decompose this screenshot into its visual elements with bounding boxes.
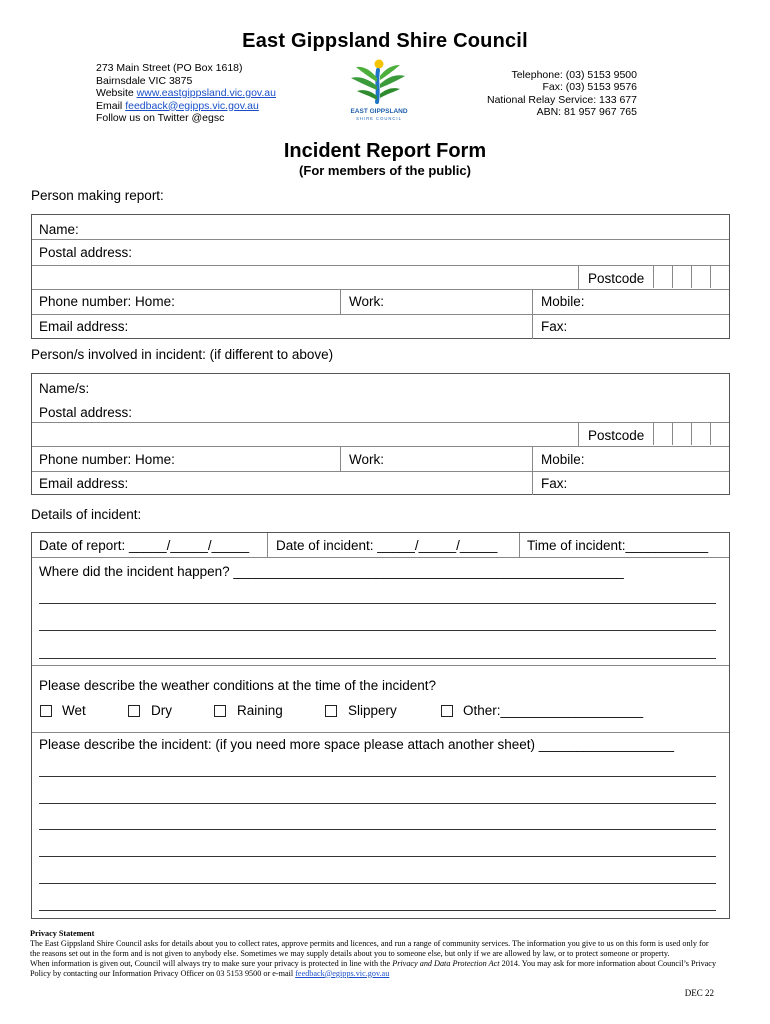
time-of-incident-field[interactable]: Time of incident:___________ [527,538,709,553]
privacy-paragraph-2: When information is given out, Council will always try to make sure your privacy is protected in line with the Privacy and Data Protection Act 2014. You may ask for more information about Council’s Privacy Policy by contacting our Information Privacy Officer on 03 5153 9500 or e-mail feedback@egipps.vic.gov.au [30,958,717,978]
form-version: DEC 22 [684,988,714,998]
postcode-digit-box[interactable] [672,423,691,445]
council-address-block [96,62,276,125]
privacy-paragraph-1: The East Gippsland Shire Council asks for details about you to collect rates, approve permits and licences, and run a range of community services. The information you give to us on this form is used only for the reasons set out in the form and is not given to anybody else. Sometimes we may supply details about you to someone else, but only if we are allowed by law, or to protect someone or property. [30,938,709,958]
slippery-checkbox[interactable] [325,705,337,717]
involved-section-heading: Person/s involved in incident: (if different to above) [31,347,334,362]
dry-checkbox[interactable] [128,705,140,717]
involved-email-label: Email address: [39,476,129,491]
reporter-work-label: Work: [349,294,385,309]
details-box [31,532,730,919]
answer-line[interactable] [39,803,716,804]
raining-label: Raining [237,703,283,718]
involved-postcode-label: Postcode [588,428,645,443]
email-line [96,100,276,113]
answer-line[interactable] [39,883,716,884]
dates-row [32,533,729,558]
form-title: Incident Report Form [283,140,487,162]
postcode-digit-box[interactable] [672,266,691,288]
answer-line[interactable] [39,658,716,659]
wet-label: Wet [62,703,86,718]
postcode-digit-box[interactable] [691,423,710,445]
involved-email-row [32,472,729,495]
involved-mobile-label: Mobile: [541,452,585,467]
council-contact-block [487,69,637,118]
reporter-postal-row[interactable] [32,240,729,265]
address-line-1: 273 Main Street (PO Box 1618) [96,62,243,74]
privacy-statement [30,929,720,979]
involved-phone-home-label: Phone number: Home: [39,452,175,467]
answer-line[interactable] [39,630,716,631]
answer-line[interactable] [39,910,716,911]
privacy-email-link[interactable]: feedback@egipps.vic.gov.au [295,968,390,978]
answer-line[interactable] [39,856,716,857]
involved-names-label: Name/s: [39,381,90,396]
other-label[interactable]: Other:___________________ [463,703,644,718]
postcode-digit-box[interactable] [710,266,729,288]
weather-block [32,666,729,733]
twitter-line: Follow us on Twitter @egsc [96,112,225,124]
postcode-digit-box[interactable] [653,423,672,445]
answer-line[interactable] [39,603,716,604]
privacy-act-name: Privacy and Data Protection Act [392,958,500,968]
reporter-email-row [32,315,729,339]
describe-question[interactable]: Please describe the incident: (if you need more space please attach another sheet) __________________ [39,737,674,752]
other-checkbox[interactable] [441,705,453,717]
logo-text-1: EAST GIPPSLAND [350,108,408,115]
reporter-postcode-label: Postcode [588,271,645,286]
telephone: Telephone: (03) 5153 9500 [511,69,637,81]
dry-label: Dry [151,703,172,718]
website-link[interactable]: www.eastgippsland.vic.gov.au [136,87,276,99]
reporter-phone-home-label: Phone number: Home: [39,294,175,309]
privacy-heading: Privacy Statement [30,929,95,938]
website-line [96,87,276,100]
postcode-digit-box[interactable] [653,266,672,288]
involved-work-label: Work: [349,452,385,467]
weather-question: Please describe the weather conditions at the time of the incident? [39,678,436,693]
reporter-phone-row [32,290,729,315]
address-line-2: Bairnsdale VIC 3875 [96,74,193,87]
involved-fax-label: Fax: [541,476,568,491]
email-label: Email [96,99,126,112]
reporter-box [31,214,730,339]
answer-line[interactable] [39,829,716,830]
reporter-mobile-label: Mobile: [541,294,585,309]
involved-box [31,373,730,495]
council-logo [343,56,415,124]
date-of-report-field[interactable]: Date of report: _____/_____/_____ [39,538,250,553]
answer-line[interactable] [39,776,716,777]
logo-text-2: SHIRE COUNCIL [356,116,402,121]
reporter-name-label: Name: [39,222,79,237]
website-label: Website [96,87,137,99]
slippery-label: Slippery [348,703,397,718]
where-question[interactable]: Where did the incident happen? ____________________________________________________ [39,564,624,579]
reporter-name-row[interactable] [32,215,729,240]
describe-block [32,733,729,919]
details-section-heading: Details of incident: [31,507,142,522]
involved-postal-row[interactable] [32,399,729,424]
where-block [32,558,729,666]
raining-checkbox[interactable] [214,705,226,717]
postcode-digit-box[interactable] [691,266,710,288]
postcode-digit-box[interactable] [710,423,729,445]
reporter-email-label: Email address: [39,319,129,334]
fax-number: Fax: (03) 5153 9576 [542,81,637,94]
wet-checkbox[interactable] [40,705,52,717]
date-of-incident-field[interactable]: Date of incident: _____/_____/_____ [276,538,498,553]
relay-service: National Relay Service: 133 677 [486,93,637,106]
reporter-fax-label: Fax: [541,319,568,334]
reporter-postal-label: Postal address: [39,245,133,260]
involved-postcode-row [32,422,729,447]
council-name: East Gippsland Shire Council [242,30,528,52]
reporter-section-heading: Person making report: [31,188,164,203]
involved-postal-label: Postal address: [39,405,133,420]
abn: ABN: 81 957 967 765 [536,105,637,118]
involved-names-row[interactable] [32,374,729,399]
form-subtitle: (For members of the public) [299,163,471,178]
email-link[interactable]: feedback@egipps.vic.gov.au [125,99,259,112]
reporter-postcode-row [32,265,729,290]
involved-phone-row [32,447,729,472]
